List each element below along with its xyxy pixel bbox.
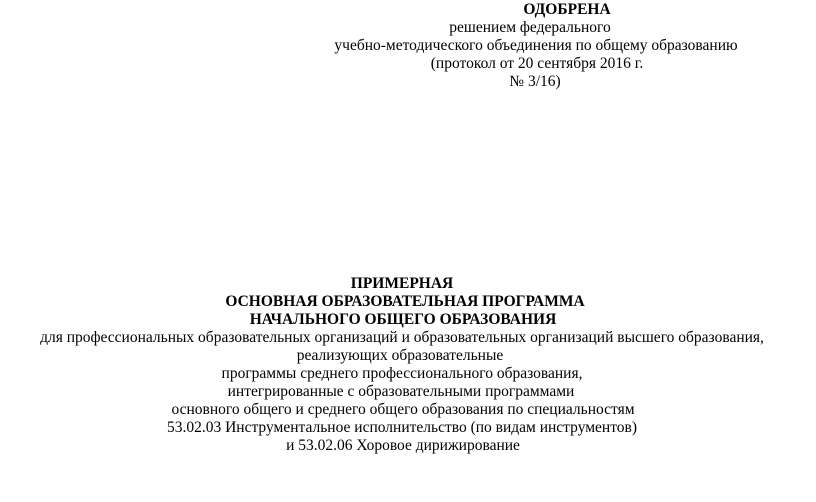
program-title-2: ОСНОВНАЯ ОБРАЗОВАТЕЛЬНАЯ ПРОГРАММА (225, 293, 585, 310)
approval-heading: ОДОБРЕНА (523, 1, 611, 18)
approval-line-2: учебно-методического объединения по общему образованию (334, 37, 738, 54)
program-title-1: ПРИМЕРНАЯ (350, 275, 454, 292)
program-desc-7: и 53.02.06 Хоровое дирижирование (286, 437, 520, 454)
program-desc-2: реализующих образовательные (296, 347, 504, 364)
approval-line-3: (протокол от 20 сентября 2016 г. (430, 55, 644, 72)
approval-line-1: решением федерального (449, 19, 611, 36)
approval-line-4: № 3/16) (509, 73, 561, 90)
program-title-3: НАЧАЛЬНОГО ОБЩЕГО ОБРАЗОВАНИЯ (249, 311, 557, 328)
program-desc-5: основного общего и среднего общего образования по специальностям (171, 401, 635, 418)
program-desc-4: интегрированные с образовательными программами (227, 383, 575, 400)
program-desc-6: 53.02.03 Инструментальное исполнительство (по видам инструментов) (166, 419, 638, 436)
program-desc-3: программы среднего профессионального образования, (221, 365, 583, 382)
program-desc-1: для профессиональных образовательных организаций и образовательных организаций высшего образования, (40, 329, 764, 346)
